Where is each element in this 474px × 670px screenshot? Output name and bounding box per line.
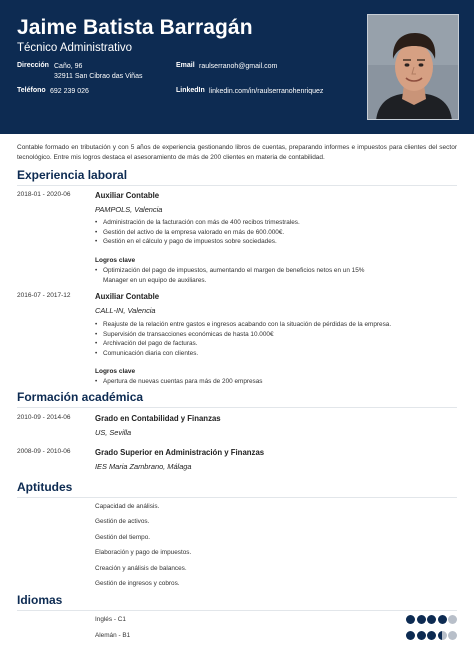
- email-label: Email: [176, 62, 195, 69]
- list-item: • Supervisión de transacciones económicas de hasta 10.000€: [95, 330, 391, 340]
- section-divider: [17, 610, 457, 611]
- job-title: Auxiliar Contable: [95, 191, 160, 200]
- education-degree: Grado en Contabilidad y Finanzas: [95, 414, 221, 423]
- education-school: US, Sevilla: [95, 428, 132, 437]
- linkedin-value[interactable]: linkedin.com/in/raulserranohenriquez: [209, 88, 324, 95]
- job-title: Auxiliar Contable: [95, 292, 160, 301]
- skill-item: Gestión de ingresos y cobros.: [95, 580, 180, 587]
- section-title-languages: Idiomas: [17, 593, 63, 607]
- achievements-label: Logros clave: [95, 257, 136, 264]
- language-name: Alemán - B1: [95, 632, 131, 639]
- rating-dot: [406, 631, 415, 640]
- email-value[interactable]: raulserranoh@gmail.com: [199, 63, 278, 70]
- address-label: Dirección: [17, 62, 49, 69]
- rating-dot: [448, 631, 457, 640]
- skill-item: Capacidad de análisis.: [95, 503, 160, 510]
- language-rating: [406, 615, 459, 624]
- list-item: • Gestión en el cálculo y pago de impuestos sobre sociedades.: [95, 237, 300, 247]
- achievements-list: [95, 266, 364, 285]
- list-item: • Apertura de nuevas cuentas para más de 200 empresas: [95, 377, 263, 387]
- job-company: PAMPOLS, Valencia: [95, 205, 163, 214]
- education-dates: 2010-09 - 2014-06: [17, 414, 71, 421]
- linkedin-label: LinkedIn: [176, 87, 205, 94]
- profile-summary: Contable formado en tributación y con 5 años de experiencia gestionando libros de cuentas, preparando informes e impuestos para clientes del sector tecnológico. Entre mis logros destaca el asesoramiento de más de 200 clientes en materia de contabilidad.: [17, 144, 457, 161]
- rating-dot: [448, 615, 457, 624]
- portrait-image: [368, 15, 459, 120]
- language-name: Inglés - C1: [95, 616, 126, 623]
- rating-dot: [417, 631, 426, 640]
- job-company: CALL-IN, Valencia: [95, 306, 156, 315]
- address-line-1: Caño, 96: [54, 63, 83, 70]
- section-divider: [17, 407, 457, 408]
- section-title-education: Formación académica: [17, 390, 144, 404]
- address-line-2: 32911 San Cibrao das Viñas: [54, 73, 143, 80]
- section-title-experience: Experiencia laboral: [17, 168, 128, 182]
- rating-dot: [406, 615, 415, 624]
- list-item: • Archivación del pago de facturas.: [95, 339, 391, 349]
- skill-item: Elaboración y pago de impuestos.: [95, 549, 192, 556]
- candidate-name: Jaime Batista Barragán: [17, 16, 253, 39]
- list-item: • Gestión del activo de la empresa valorado en más de 600.000€.: [95, 228, 300, 238]
- profile-photo: [367, 14, 459, 120]
- language-rating: [406, 631, 459, 640]
- job-dates: 2018-01 - 2020-06: [17, 191, 71, 198]
- phone-label: Teléfono: [17, 87, 46, 94]
- achievements-list: [95, 377, 263, 387]
- section-divider: [17, 497, 457, 498]
- job-bullets: [95, 320, 391, 358]
- education-dates: 2008-09 - 2010-06: [17, 448, 71, 455]
- rating-dot: [417, 615, 426, 624]
- list-item: • Reajuste de la relación entre gastos e ingresos acabando con la situación de pérdidas de la empresa.: [95, 320, 391, 330]
- rating-dot: [438, 615, 447, 624]
- phone-value[interactable]: 692 239 026: [50, 88, 89, 95]
- rating-dot: [427, 615, 436, 624]
- list-item: • Administración de la facturación con más de 400 recibos trimestrales.: [95, 218, 300, 228]
- skill-item: Gestión de activos.: [95, 518, 150, 525]
- rating-dot: [438, 631, 447, 640]
- skill-item: Gestión del tiempo.: [95, 534, 151, 541]
- section-divider: [17, 185, 457, 186]
- skill-item: Creación y análisis de balances.: [95, 565, 187, 572]
- education-degree: Grado Superior en Administración y Finanzas: [95, 448, 265, 457]
- achievements-label: Logros clave: [95, 368, 136, 375]
- rating-dot: [427, 631, 436, 640]
- list-item: Manager en un equipo de auxiliares.: [103, 276, 207, 284]
- job-dates: 2016-07 - 2017-12: [17, 292, 71, 299]
- education-school: IES Maria Zambrano, Málaga: [95, 462, 192, 471]
- section-title-skills: Aptitudes: [17, 480, 73, 494]
- list-item: • Comunicación diaria con clientes.: [95, 349, 391, 359]
- candidate-role: Técnico Administrativo: [17, 42, 133, 54]
- job-bullets: [95, 218, 300, 247]
- header-banner: [0, 0, 474, 134]
- list-item: • Optimización del pago de impuestos, aumentando el margen de beneficios netos en un 15%: [95, 266, 364, 276]
